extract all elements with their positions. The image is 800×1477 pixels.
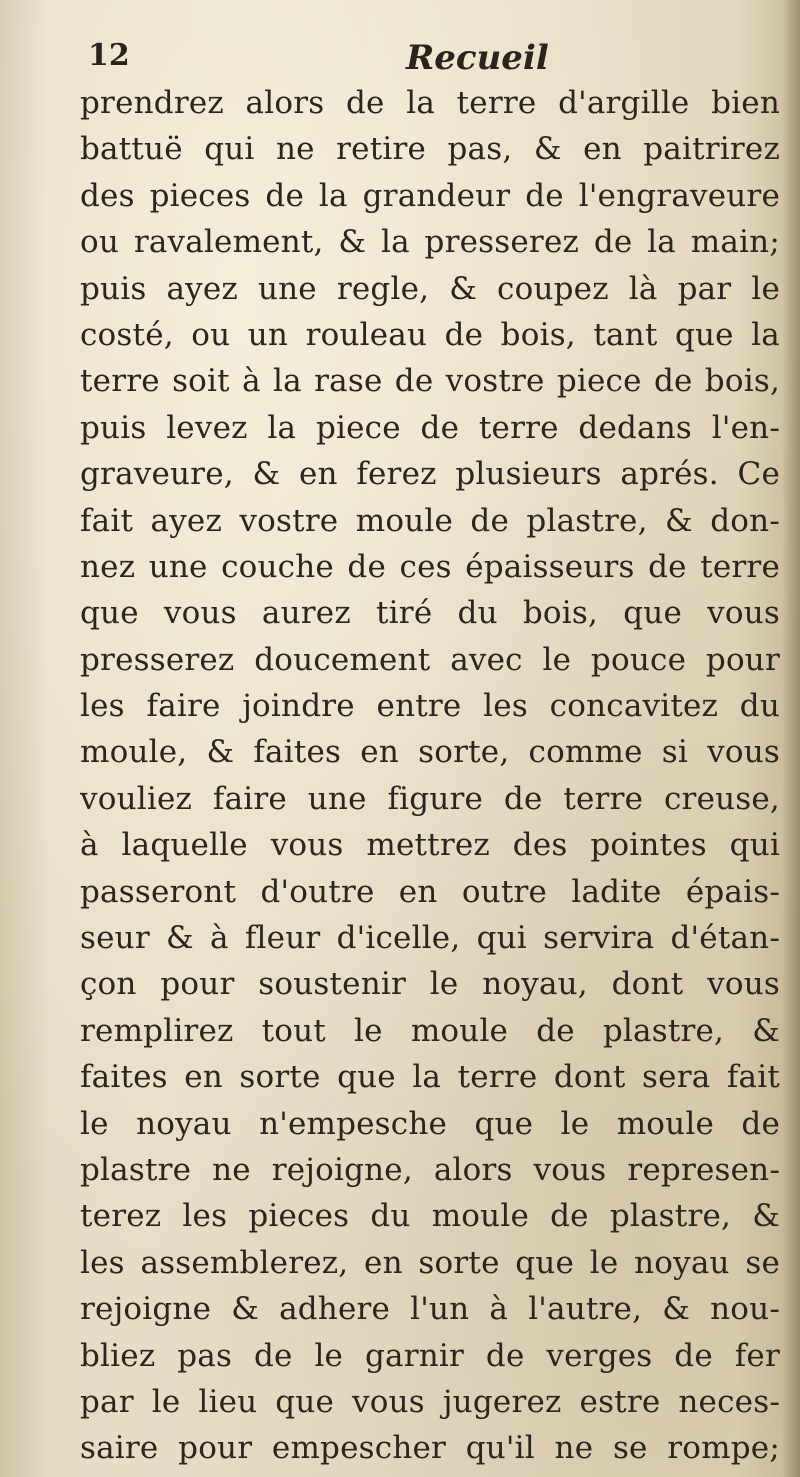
text-line: presserez doucement avec le pouce pour bbox=[80, 641, 780, 678]
text-line: battuë qui ne retire pas, & en paitrirez bbox=[80, 131, 780, 168]
text-line: puis levez la piece de terre dedans l'en- bbox=[80, 409, 780, 446]
page-header bbox=[88, 38, 778, 82]
text-line: prendrez alors de la terre d'argille bien bbox=[80, 85, 780, 121]
text-line: moule, & faites en sorte, comme si vous bbox=[80, 734, 780, 771]
text-line: terez les pieces du moule de plastre, & bbox=[80, 1198, 780, 1235]
text-line: remplirez tout le moule de plastre, & bbox=[80, 1012, 780, 1049]
page-edge-shadow bbox=[782, 0, 800, 1477]
text-line: vouliez faire une figure de terre creuse, bbox=[80, 780, 780, 817]
text-line: ou ravalement, & la presserez de la main; bbox=[80, 224, 780, 261]
body-text bbox=[80, 80, 780, 1472]
text-line: bliez pas de le garnir de verges de fer bbox=[80, 1337, 780, 1374]
text-line: çon pour soustenir le noyau, dont vous bbox=[80, 966, 780, 1003]
text-line: par le lieu que vous jugerez estre neces- bbox=[80, 1383, 780, 1420]
text-line: rejoigne & adhere l'un à l'autre, & nou- bbox=[80, 1291, 780, 1328]
text-line: le noyau n'empesche que le moule de bbox=[80, 1105, 780, 1142]
text-line: seur & à fleur d'icelle, qui servira d'étan- bbox=[80, 920, 780, 957]
text-line: fait ayez vostre moule de plastre, & don- bbox=[80, 502, 780, 539]
text-line: graveure, & en ferez plusieurs aprés. Ce bbox=[80, 456, 780, 493]
text-line: costé, ou un rouleau de bois, tant que la bbox=[80, 316, 780, 353]
text-line: les assemblerez, en sorte que le noyau se bbox=[80, 1244, 780, 1281]
running-title: Recueil bbox=[406, 38, 549, 78]
text-line: terre soit à la rase de vostre piece de bois, bbox=[80, 363, 780, 400]
text-line: que vous aurez tiré du bois, que vous bbox=[80, 595, 780, 632]
page-number: 12 bbox=[88, 38, 130, 73]
text-line: les faire joindre entre les concavitez du bbox=[80, 688, 780, 725]
text-line: à laquelle vous mettrez des pointes qui bbox=[80, 827, 780, 864]
text-line: des pieces de la grandeur de l'engraveure bbox=[80, 177, 780, 214]
text-line: nez une couche de ces épaisseurs de terre bbox=[80, 548, 780, 585]
text-line: saire pour empescher qu'il ne se rompe; bbox=[80, 1430, 780, 1467]
text-line: plastre ne rejoigne, alors vous represen- bbox=[80, 1151, 780, 1188]
text-line: puis ayez une regle, & coupez là par le bbox=[80, 270, 780, 307]
text-line: faites en sorte que la terre dont sera fait bbox=[80, 1059, 780, 1096]
text-line: passeront d'outre en outre ladite épais- bbox=[80, 873, 780, 910]
